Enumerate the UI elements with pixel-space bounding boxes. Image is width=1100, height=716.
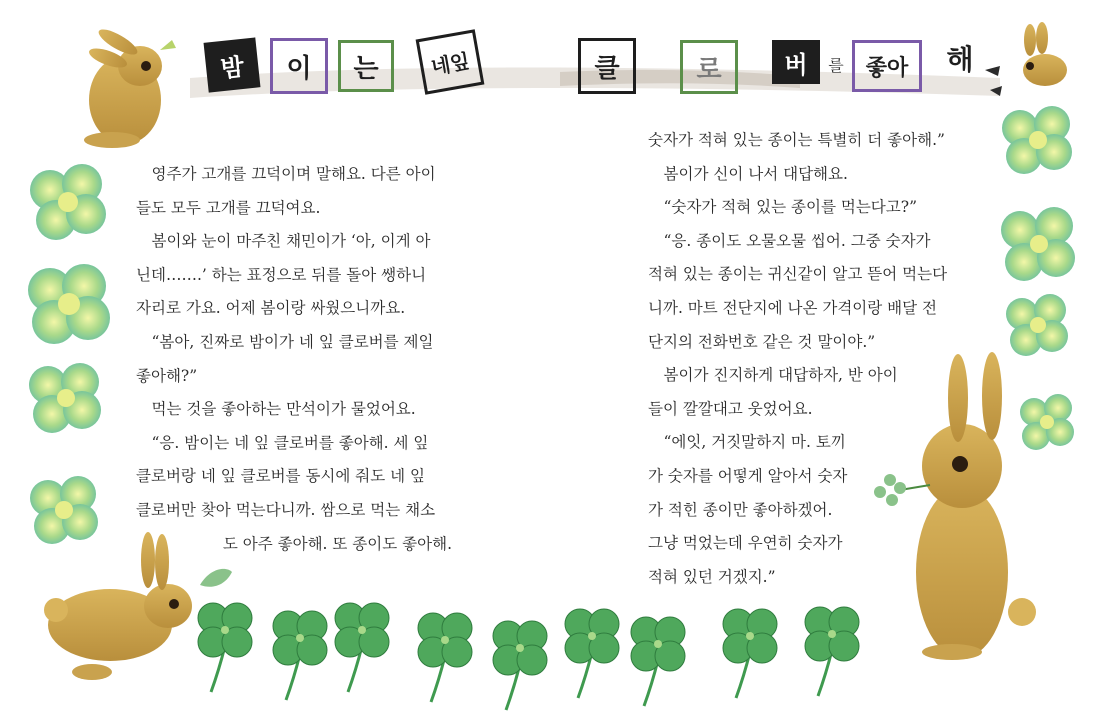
right-text-line: 그냥 먹었는데 우연히 숫자가 <box>648 534 843 553</box>
title-tile-6: 로 <box>680 40 738 94</box>
four-leaf-clover-5 <box>493 621 547 710</box>
four-leaf-clover-9 <box>805 607 859 696</box>
right-text-line: 적혀 있는 종이는 귀신같이 알고 뜯어 먹는다 <box>648 265 948 284</box>
clover-blossom-right-4 <box>1020 394 1074 450</box>
right-page-text <box>648 124 978 594</box>
four-leaf-clover-8 <box>723 609 777 698</box>
four-leaf-clover-7 <box>631 617 685 706</box>
four-leaf-clover-4 <box>418 613 472 702</box>
title-tile-1: 밤 <box>204 37 261 92</box>
four-leaf-clover-row <box>198 603 859 710</box>
title-tile-3: 는 <box>338 40 394 92</box>
right-text-line: 단지의 전화번호 같은 것 말이야.” <box>648 332 876 351</box>
left-text-line: 좋아해?” <box>136 366 198 385</box>
right-text-line: 가 적힌 종이만 좋아하겠어. <box>648 500 833 519</box>
right-text-line: 봄이가 진지하게 대답하자, 반 아이 <box>663 366 898 385</box>
four-leaf-clover-2 <box>273 611 327 700</box>
title-tile-9: 좋아 <box>852 40 922 92</box>
rabbit-top-left-illustration <box>84 25 176 148</box>
right-text-line: 봄이가 신이 나서 대답해요. <box>663 164 848 183</box>
left-text-line: 먹는 것을 좋아하는 만석이가 물었어요. <box>151 400 416 419</box>
title-tile-7: 버 <box>772 40 820 84</box>
left-text-line: 자리로 가요. 어제 봄이랑 싸웠으니까요. <box>136 299 406 318</box>
right-text-line: “숫자가 적혀 있는 종이를 먹는다고?” <box>663 198 917 217</box>
right-text-line: “응. 종이도 오물오물 씹어. 그중 숫자가 <box>663 231 931 250</box>
clover-blossom-left-4 <box>30 476 98 544</box>
left-text-line: 도 아주 좋아해. 또 종이도 좋아해. <box>222 534 452 553</box>
title-tile-2: 이 <box>270 38 328 94</box>
clover-blossom-left-2 <box>28 264 110 344</box>
right-text-line: 적혀 있던 거겠지.” <box>648 567 776 586</box>
title-tile-5: 클 <box>578 38 636 94</box>
four-leaf-clover-3 <box>335 603 389 692</box>
clover-blossom-right-3 <box>1006 294 1068 356</box>
left-text-line: 클로버랑 네 잎 클로버를 동시에 줘도 네 잎 <box>136 467 426 486</box>
four-leaf-clover-6 <box>565 609 619 698</box>
four-leaf-clover-1 <box>198 603 252 692</box>
left-text-line: “응. 밤이는 네 잎 클로버를 좋아해. 세 잎 <box>151 433 429 452</box>
title-tile-8: 를 <box>828 55 844 75</box>
right-text-line: 가 숫자를 어떻게 알아서 숫자 <box>648 466 848 485</box>
clover-blossom-right-2 <box>1001 207 1075 281</box>
left-text-line: 닌데…….’ 하는 표정으로 뒤를 돌아 쌩하니 <box>136 265 427 284</box>
right-text-line: “에잇, 거짓말하지 마. 토끼 <box>663 433 846 452</box>
title-tile-4: 네잎 <box>416 29 485 95</box>
title-tile-10: 해 <box>946 43 974 76</box>
clover-blossom-right-1 <box>1002 106 1072 174</box>
clover-blossom-left-3 <box>29 363 101 433</box>
clover-blossom-left-1 <box>30 164 106 240</box>
left-text-line: 봄이와 눈이 마주친 채민이가 ‘아, 이게 아 <box>151 232 431 251</box>
left-text-line: 클로버만 찾아 먹는다니까. 쌈으로 먹는 채소 <box>136 500 436 519</box>
right-text-line: 숫자가 적혀 있는 종이는 특별히 더 좋아해.” <box>648 131 945 149</box>
right-text-line: 들이 깔깔대고 웃었어요. <box>648 399 813 418</box>
left-page-text <box>136 158 452 561</box>
left-text-line: 들도 모두 고개를 끄덕여요. <box>136 198 321 217</box>
left-text-line: 영주가 고개를 끄덕이며 말해요. 다른 아이 <box>151 165 436 183</box>
left-text-line: “봄아, 진짜로 밤이가 네 잎 클로버를 제일 <box>151 332 434 351</box>
right-text-line: 니까. 마트 전단지에 나온 가격이랑 배달 전 <box>648 298 938 317</box>
